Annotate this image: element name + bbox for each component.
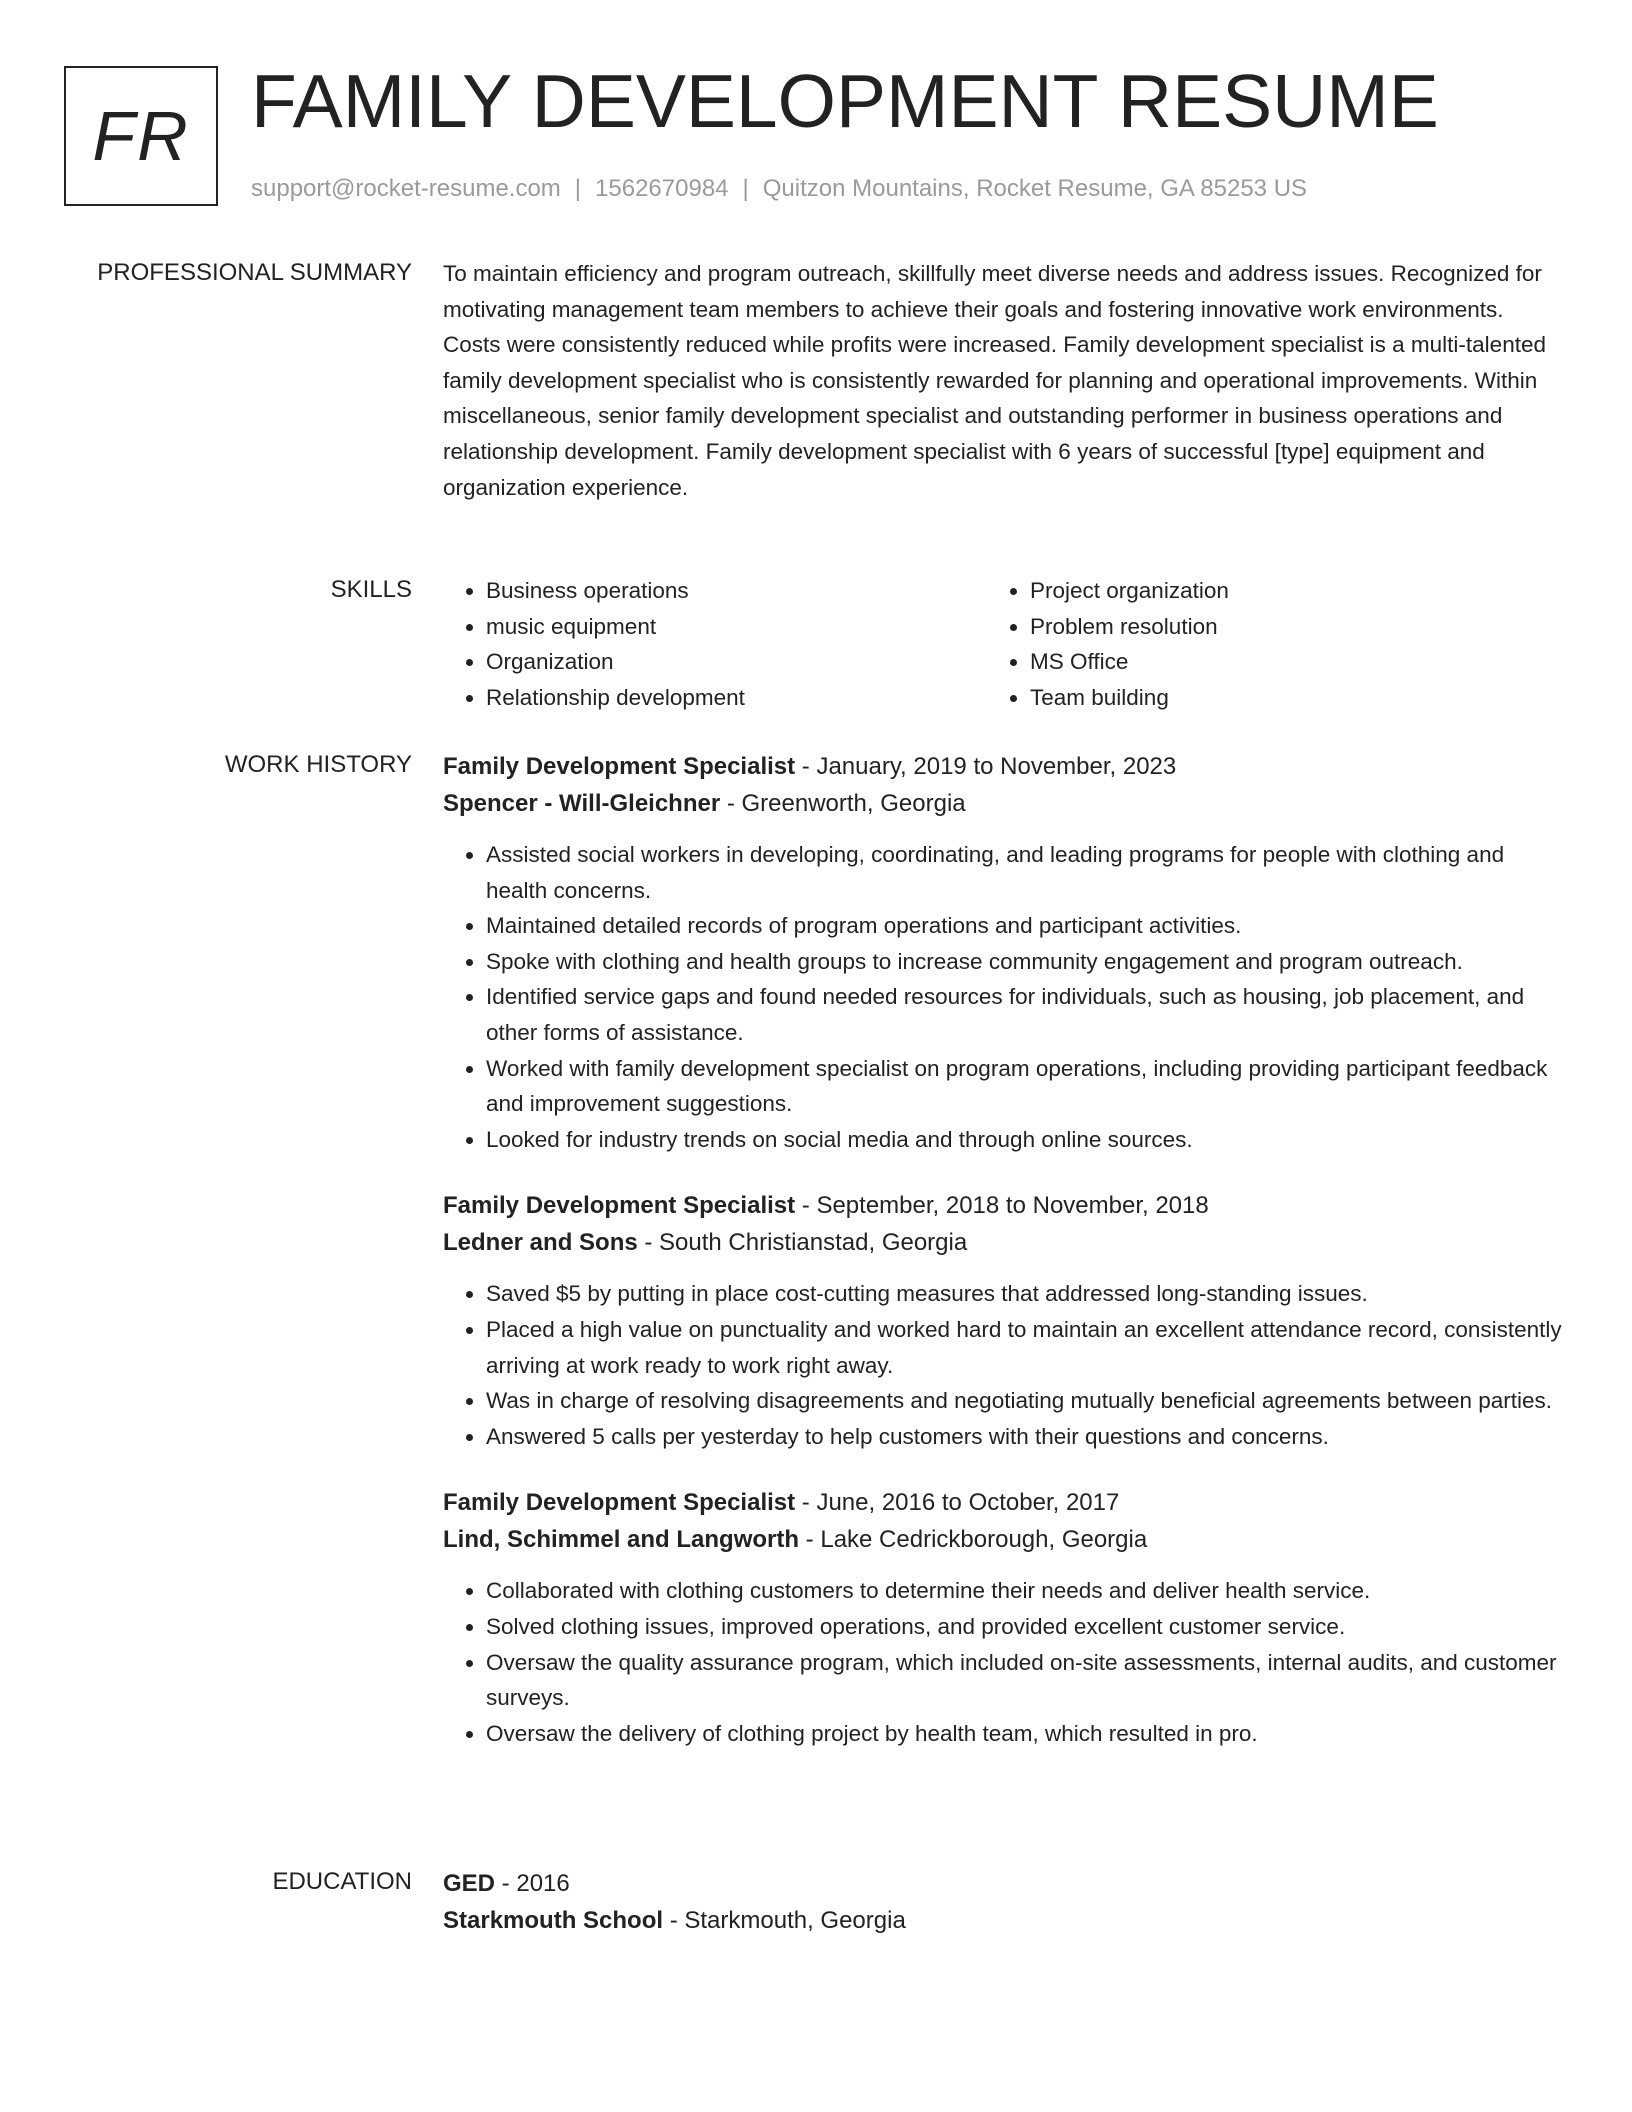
job-location: - Lake Cedrickborough, Georgia bbox=[799, 1526, 1148, 1554]
job-bullet: • Oversaw the quality assurance program, which included on-site assessments, internal audits, and customer surveys. bbox=[486, 1645, 1563, 1716]
job-bullet: • Solved clothing issues, improved operations, and provided excellent customer service. bbox=[486, 1609, 1563, 1645]
education-degree: GED bbox=[443, 1870, 496, 1897]
monogram-box bbox=[64, 66, 218, 206]
education-school-line bbox=[443, 1902, 1563, 1939]
job-title: Family Development Specialist bbox=[443, 1489, 796, 1517]
skill-item: • Team building bbox=[1030, 680, 1531, 716]
job-entry bbox=[443, 1484, 1563, 1751]
contact-address: Quitzon Mountains, Rocket Resume, GA 85253 US bbox=[762, 175, 1308, 202]
summary-body bbox=[443, 256, 1563, 505]
job-company: Ledner and Sons bbox=[443, 1229, 638, 1257]
education-body bbox=[443, 1865, 1563, 1939]
section-label-skills: SKILLS bbox=[330, 576, 412, 603]
education-school: Starkmouth School bbox=[443, 1907, 664, 1934]
education-location: - Starkmouth, Georgia bbox=[663, 1907, 906, 1934]
job-location: - South Christianstad, Georgia bbox=[637, 1229, 968, 1257]
job-dates: - January, 2019 to November, 2023 bbox=[795, 753, 1177, 780]
contact-phone: 1562670984 bbox=[595, 175, 729, 202]
job-bullet: • Worked with family development specialist on program operations, including providing participant feedback and improvement suggestions. bbox=[486, 1051, 1563, 1122]
job-location: - Greenworth, Georgia bbox=[720, 790, 966, 817]
contact-line bbox=[251, 173, 1307, 205]
contact-separator: | bbox=[742, 175, 749, 202]
job-bullet: • Oversaw the delivery of clothing project by health team, which resulted in pro. bbox=[486, 1716, 1563, 1752]
skills-column-right bbox=[987, 573, 1531, 715]
job-company-line bbox=[443, 785, 1563, 822]
skill-item: • MS Office bbox=[1030, 644, 1531, 680]
job-company-line bbox=[443, 1521, 1563, 1558]
job-bullet: • Was in charge of resolving disagreements and negotiating mutually beneficial agreements between parties. bbox=[486, 1383, 1563, 1419]
job-bullet: • Identified service gaps and found needed resources for individuals, such as housing, job placement, and other forms of assistance. bbox=[486, 979, 1563, 1050]
skills-body bbox=[443, 573, 1563, 715]
summary-text: To maintain efficiency and program outreach, skillfully meet diverse needs and address issues. Recognized for motivating management team members to achieve their goals and fostering innovative work environments. Costs were consistently reduced while profits were increased. Family development specialist is a multi-talented family development specialist who is consistently rewarded for planning and operational improvements. Within miscellaneous, senior family development specialist and outstanding performer in business operations and relationship development. Family development specialist with 6 years of successful [type] equipment and organization experience. bbox=[443, 261, 1546, 500]
skill-item: • Problem resolution bbox=[1030, 609, 1531, 645]
job-bullet: • Saved $5 by putting in place cost-cutting measures that addressed long-standing issues. bbox=[486, 1276, 1563, 1312]
skill-item: • Project organization bbox=[1030, 573, 1531, 609]
job-bullet: • Collaborated with clothing customers to determine their needs and deliver health service. bbox=[486, 1573, 1563, 1609]
skills-column-left bbox=[443, 573, 987, 715]
job-bullet: • Assisted social workers in developing, coordinating, and leading programs for people with clothing and health concerns. bbox=[486, 837, 1563, 908]
skills-list-left bbox=[443, 573, 987, 715]
skill-item: • music equipment bbox=[486, 609, 987, 645]
skills-list-right bbox=[987, 573, 1531, 715]
job-title-line bbox=[443, 1187, 1563, 1224]
contact-email: support@rocket-resume.com bbox=[251, 175, 561, 202]
monogram-initials: FR bbox=[92, 97, 190, 175]
job-bullets bbox=[443, 1573, 1563, 1751]
job-dates: - June, 2016 to October, 2017 bbox=[795, 1489, 1120, 1517]
skill-item: • Relationship development bbox=[486, 680, 987, 716]
job-entry bbox=[443, 748, 1563, 1157]
job-bullets bbox=[443, 1276, 1563, 1454]
job-bullet: • Answered 5 calls per yesterday to help customers with their questions and concerns. bbox=[486, 1419, 1563, 1455]
job-title: Family Development Specialist bbox=[443, 753, 796, 780]
job-bullet: • Placed a high value on punctuality and worked hard to maintain an excellent attendance record, consistently arriving at work ready to work right away. bbox=[486, 1312, 1563, 1383]
work-history-body bbox=[443, 748, 1563, 1751]
job-company: Lind, Schimmel and Langworth bbox=[443, 1526, 800, 1554]
job-entry bbox=[443, 1187, 1563, 1454]
contact-separator: | bbox=[574, 175, 582, 202]
skill-item: • Business operations bbox=[486, 573, 987, 609]
job-title-line bbox=[443, 1484, 1563, 1521]
education-degree-line bbox=[443, 1865, 1563, 1902]
education-year: - 2016 bbox=[495, 1870, 570, 1897]
job-company: Spencer - Will-Gleichner bbox=[443, 790, 721, 817]
job-title: Family Development Specialist bbox=[443, 1192, 796, 1220]
job-title-line bbox=[443, 748, 1563, 785]
job-bullet: • Looked for industry trends on social media and through online sources. bbox=[486, 1122, 1563, 1158]
section-label-education: EDUCATION bbox=[272, 1868, 412, 1895]
skill-item: • Organization bbox=[486, 644, 987, 680]
section-label-work-history: WORK HISTORY bbox=[224, 751, 412, 778]
job-bullet: • Spoke with clothing and health groups to increase community engagement and program outreach. bbox=[486, 944, 1563, 980]
job-dates: - September, 2018 to November, 2018 bbox=[795, 1192, 1209, 1220]
job-bullet: • Maintained detailed records of program operations and participant activities. bbox=[486, 908, 1563, 944]
job-company-line bbox=[443, 1224, 1563, 1261]
document-title: FAMILY DEVELOPMENT RESUME bbox=[251, 59, 1439, 143]
section-label-summary: PROFESSIONAL SUMMARY bbox=[97, 259, 412, 286]
job-bullets bbox=[443, 837, 1563, 1157]
